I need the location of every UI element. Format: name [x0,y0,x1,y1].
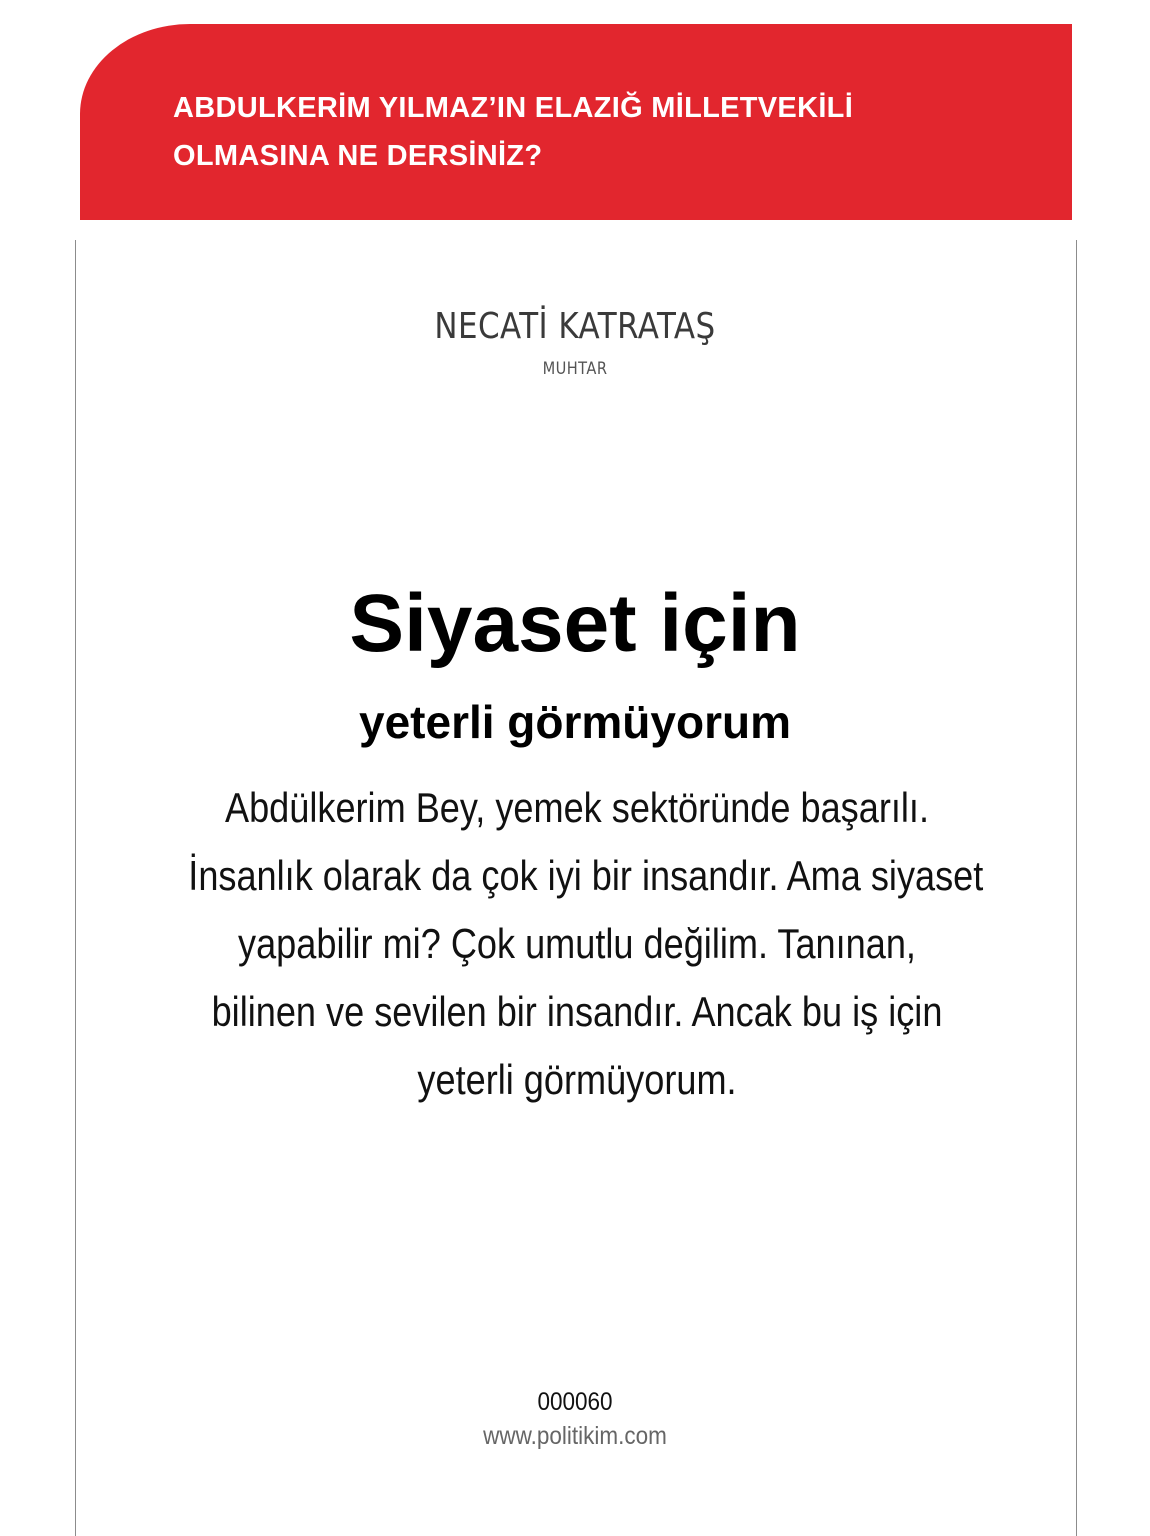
quote-body-line: yapabilir mi? Çok umutlu değilim. Tanınan, [238,920,916,967]
person-name: NECATİ KATRATAŞ [434,306,716,347]
quote-body [125,774,1029,1114]
site-url: www.politikim.com [483,1422,667,1450]
quote-body-line: İnsanlık olarak da çok iyi bir insandır. Ama siyaset [188,852,984,899]
header-banner [80,24,1072,220]
page-code: 000060 [537,1388,613,1416]
quote-body-line: yeterli görmüyorum. [417,1056,737,1103]
question-title-line-1: ABDULKERİM YILMAZ’IN ELAZIĞ MİLLETVEKİLİ [173,92,854,124]
quote-body-line: bilinen ve sevilen bir insandır. Ancak bu iş için [211,988,943,1035]
quote-body-line: Abdülkerim Bey, yemek sektöründe başarılı. [225,784,929,831]
right-border-line [1076,240,1077,1536]
left-border-line [75,240,76,1536]
question-title [173,84,1053,180]
person-role: MUHTAR [542,359,608,379]
quote-subheadline: yeterli görmüyorum [359,696,791,748]
question-title-line-2: OLMASINA NE DERSİNİZ? [173,140,543,172]
quote-headline: Siyaset için [349,578,801,669]
